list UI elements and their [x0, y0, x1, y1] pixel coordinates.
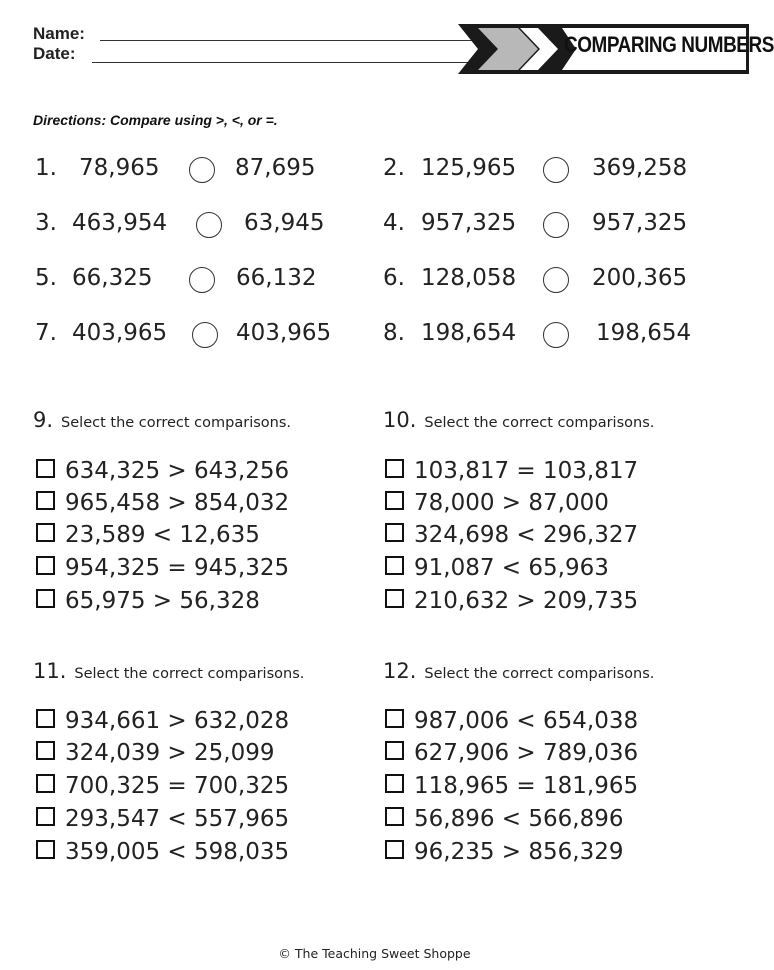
problem-number: 3.: [35, 210, 57, 236]
section-10-option-3[interactable]: [385, 520, 638, 550]
section-11-option-3[interactable]: [36, 771, 289, 801]
option-text: 987,006 < 654,038: [414, 708, 639, 734]
checkbox[interactable]: [385, 459, 404, 478]
checkbox[interactable]: [36, 491, 55, 510]
option-text: 103,817 = 103,817: [414, 458, 639, 484]
checkbox[interactable]: [385, 807, 404, 826]
section-11-option-4[interactable]: [36, 804, 289, 834]
option-text: 324,698 < 296,327: [414, 522, 639, 548]
number-a: 198,654: [421, 320, 517, 346]
option-text: 91,087 < 65,963: [414, 555, 609, 581]
number-a: 128,058: [421, 265, 517, 291]
number-b: 66,132: [236, 265, 317, 291]
option-text: 634,325 > 643,256: [65, 458, 290, 484]
section-instruction: Select the correct comparisons.: [74, 666, 305, 682]
option-text: 954,325 = 945,325: [65, 555, 290, 581]
problem-number: 4.: [383, 210, 405, 236]
compare-problem-2: [383, 153, 703, 183]
option-text: 934,661 > 632,028: [65, 708, 290, 734]
checkbox[interactable]: [385, 840, 404, 859]
answer-circle[interactable]: [543, 157, 569, 183]
number-b: 403,965: [236, 320, 332, 346]
compare-problem-1: [35, 153, 355, 183]
checkbox[interactable]: [385, 774, 404, 793]
option-text: 324,039 > 25,099: [65, 740, 275, 766]
section-12-option-3[interactable]: [385, 771, 638, 801]
checkbox[interactable]: [36, 741, 55, 760]
section-12-heading: [383, 659, 654, 683]
checkbox[interactable]: [385, 709, 404, 728]
option-text: 118,965 = 181,965: [414, 773, 639, 799]
checkbox[interactable]: [36, 840, 55, 859]
answer-circle[interactable]: [196, 212, 222, 238]
answer-circle[interactable]: [543, 322, 569, 348]
date-label: Date:: [33, 44, 76, 63]
option-text: 56,896 < 566,896: [414, 806, 624, 832]
section-12-option-1[interactable]: [385, 706, 638, 736]
option-text: 359,005 < 598,035: [65, 839, 290, 865]
number-b: 63,945: [244, 210, 325, 236]
checkbox[interactable]: [385, 523, 404, 542]
problem-number: 2.: [383, 155, 405, 181]
compare-problem-6: [383, 263, 703, 293]
checkbox[interactable]: [36, 807, 55, 826]
option-text: 700,325 = 700,325: [65, 773, 290, 799]
section-10-option-2[interactable]: [385, 488, 609, 518]
section-9-option-5[interactable]: [36, 586, 260, 616]
section-12-option-4[interactable]: [385, 804, 623, 834]
section-11-option-2[interactable]: [36, 738, 274, 768]
option-text: 96,235 > 856,329: [414, 839, 624, 865]
number-a: 78,965: [79, 155, 160, 181]
number-a: 463,954: [72, 210, 168, 236]
compare-problem-3: [35, 208, 355, 238]
directions: Directions: Compare using >, <, or =.: [33, 112, 278, 128]
section-10-option-5[interactable]: [385, 586, 638, 616]
section-9-option-1[interactable]: [36, 456, 289, 486]
section-11-heading: [33, 659, 304, 683]
section-number: 9.: [33, 408, 54, 432]
option-text: 293,547 < 557,965: [65, 806, 290, 832]
number-a: 957,325: [421, 210, 517, 236]
worksheet-title: COMPARING NUMBERS: [564, 32, 774, 57]
problem-number: 5.: [35, 265, 57, 291]
section-instruction: Select the correct comparisons.: [424, 666, 655, 682]
problem-number: 6.: [383, 265, 405, 291]
option-text: 65,975 > 56,328: [65, 588, 260, 614]
section-11-option-1[interactable]: [36, 706, 289, 736]
option-text: 23,589 < 12,635: [65, 522, 260, 548]
section-9-option-3[interactable]: [36, 520, 260, 550]
answer-circle[interactable]: [543, 212, 569, 238]
section-10-heading: [383, 408, 654, 432]
checkbox[interactable]: [36, 459, 55, 478]
problem-number: 7.: [35, 320, 57, 346]
date-line[interactable]: [92, 62, 472, 63]
checkbox[interactable]: [36, 774, 55, 793]
option-text: 965,458 > 854,032: [65, 490, 290, 516]
name-line[interactable]: [100, 40, 478, 41]
section-10-option-1[interactable]: [385, 456, 638, 486]
option-text: 627,906 > 789,036: [414, 740, 639, 766]
number-a: 125,965: [421, 155, 517, 181]
answer-circle[interactable]: [192, 322, 218, 348]
section-10-option-4[interactable]: [385, 553, 609, 583]
compare-problem-4: [383, 208, 703, 238]
problem-number: 8.: [383, 320, 405, 346]
checkbox[interactable]: [385, 589, 404, 608]
section-instruction: Select the correct comparisons.: [61, 415, 292, 431]
answer-circle[interactable]: [189, 267, 215, 293]
number-b: 87,695: [235, 155, 316, 181]
option-text: 78,000 > 87,000: [414, 490, 609, 516]
section-12-option-5[interactable]: [385, 837, 623, 867]
number-b: 200,365: [592, 265, 688, 291]
problem-number: 1.: [35, 155, 57, 181]
section-number: 12.: [383, 659, 417, 683]
checkbox[interactable]: [36, 523, 55, 542]
name-label: Name:: [33, 24, 85, 43]
answer-circle[interactable]: [189, 157, 215, 183]
section-instruction: Select the correct comparisons.: [424, 415, 655, 431]
section-9-option-2[interactable]: [36, 488, 289, 518]
answer-circle[interactable]: [543, 267, 569, 293]
section-9-option-4[interactable]: [36, 553, 289, 583]
section-11-option-5[interactable]: [36, 837, 289, 867]
compare-problem-7: [35, 318, 355, 348]
number-b: 198,654: [596, 320, 692, 346]
section-number: 10.: [383, 408, 417, 432]
compare-problem-8: [383, 318, 703, 348]
number-b: 957,325: [592, 210, 688, 236]
checkbox[interactable]: [36, 556, 55, 575]
copyright-footer: © The Teaching Sweet Shoppe: [278, 946, 471, 961]
compare-problem-5: [35, 263, 355, 293]
checkbox[interactable]: [385, 556, 404, 575]
number-a: 403,965: [72, 320, 168, 346]
section-number: 11.: [33, 659, 67, 683]
section-9-heading: [33, 408, 291, 432]
number-b: 369,258: [592, 155, 688, 181]
checkbox[interactable]: [385, 491, 404, 510]
option-text: 210,632 > 209,735: [414, 588, 639, 614]
section-12-option-2[interactable]: [385, 738, 638, 768]
checkbox[interactable]: [385, 741, 404, 760]
checkbox[interactable]: [36, 589, 55, 608]
number-a: 66,325: [72, 265, 153, 291]
checkbox[interactable]: [36, 709, 55, 728]
